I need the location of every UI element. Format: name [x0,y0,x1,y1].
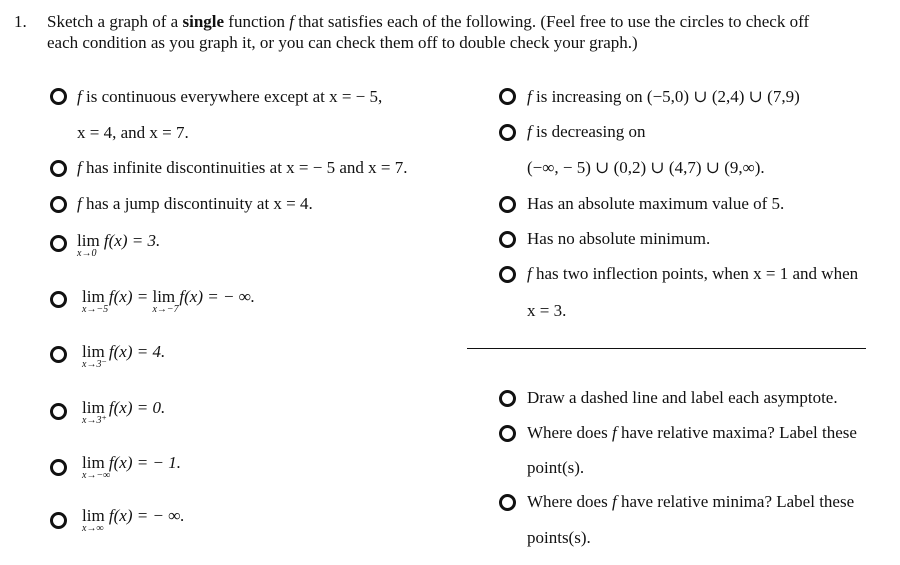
condition-infinite-discontinuities: f has infinite discontinuities at x = − 5 and x = 7. [77,158,408,177]
checkbox-circle-limit-neg5-neg7[interactable] [50,291,67,308]
checkbox-circle-limit-infinity[interactable] [50,512,67,529]
condition-limit-at-infinity: lim x→∞ f(x) = − ∞. [82,506,185,534]
condition-inflection-line2: x = 3. [527,301,567,320]
checkbox-circle-relative-minima[interactable] [499,494,516,511]
condition-increasing: f is increasing on (−5,0) ∪ (2,4) ∪ (7,9) [527,87,800,106]
problem-statement-line2: each condition as you graph it, or you can check them off to double check your graph.) [47,33,638,52]
condition-decreasing-line2: (−∞, − 5) ∪ (0,2) ∪ (4,7) ∪ (9,∞). [527,158,765,177]
condition-limit-at-0: lim x→0 f(x) = 3. [77,231,161,259]
task-relative-maxima-line2: point(s). [527,458,585,477]
checkbox-circle-absolute-min[interactable] [499,231,516,248]
condition-inflection-line1: f has two inflection points, when x = 1 and when [527,264,859,283]
checkbox-circle-limit-neg-infinity[interactable] [50,459,67,476]
condition-limit-at-neg-infinity: lim x→−∞ f(x) = − 1. [82,453,181,481]
condition-limit-at-3-minus: lim x→3⁻ f(x) = 4. [82,342,166,370]
condition-no-absolute-minimum: Has no absolute minimum. [527,229,711,248]
condition-limit-at-3-plus: lim x→3⁺ f(x) = 0. [82,398,166,426]
checkbox-circle-limit-3-plus[interactable] [50,403,67,420]
checkbox-circle-decreasing[interactable] [499,124,516,141]
task-asymptote: Draw a dashed line and label each asymptote. [527,388,838,407]
task-relative-minima-line1: Where does f have relative minima? Label these [527,492,855,511]
checkbox-circle-asymptote[interactable] [499,390,516,407]
checkbox-circle-relative-maxima[interactable] [499,425,516,442]
checkbox-circle-infinite[interactable] [50,160,67,177]
task-relative-minima-line2: points(s). [527,528,591,547]
condition-jump-discontinuity: f has a jump discontinuity at x = 4. [77,194,313,213]
task-relative-maxima-line1: Where does f have relative maxima? Label these [527,423,857,442]
condition-continuous-line1: f is continuous everywhere except at x = − 5, [77,87,383,106]
checkbox-circle-absolute-max[interactable] [499,196,516,213]
condition-absolute-maximum: Has an absolute maximum value of 5. [527,194,785,213]
condition-decreasing-line1: f is decreasing on [527,122,646,141]
checkbox-circle-jump[interactable] [50,196,67,213]
checkbox-circle-limit-3-minus[interactable] [50,346,67,363]
checkbox-circle-increasing[interactable] [499,88,516,105]
section-divider [467,348,866,349]
checkbox-circle-continuous[interactable] [50,88,67,105]
condition-continuous-line2: x = 4, and x = 7. [77,123,189,142]
problem-number: 1. [14,12,27,31]
condition-limit-at-neg5-and-neg7: lim x→−5 f(x) = lim x→−7 f(x) = − ∞. [82,287,256,315]
problem-statement-line1: Sketch a graph of a single function f that satisfies each of the following. (Feel free to use the circles to check off [47,12,810,31]
checkbox-circle-inflection[interactable] [499,266,516,283]
checkbox-circle-limit-0[interactable] [50,235,67,252]
